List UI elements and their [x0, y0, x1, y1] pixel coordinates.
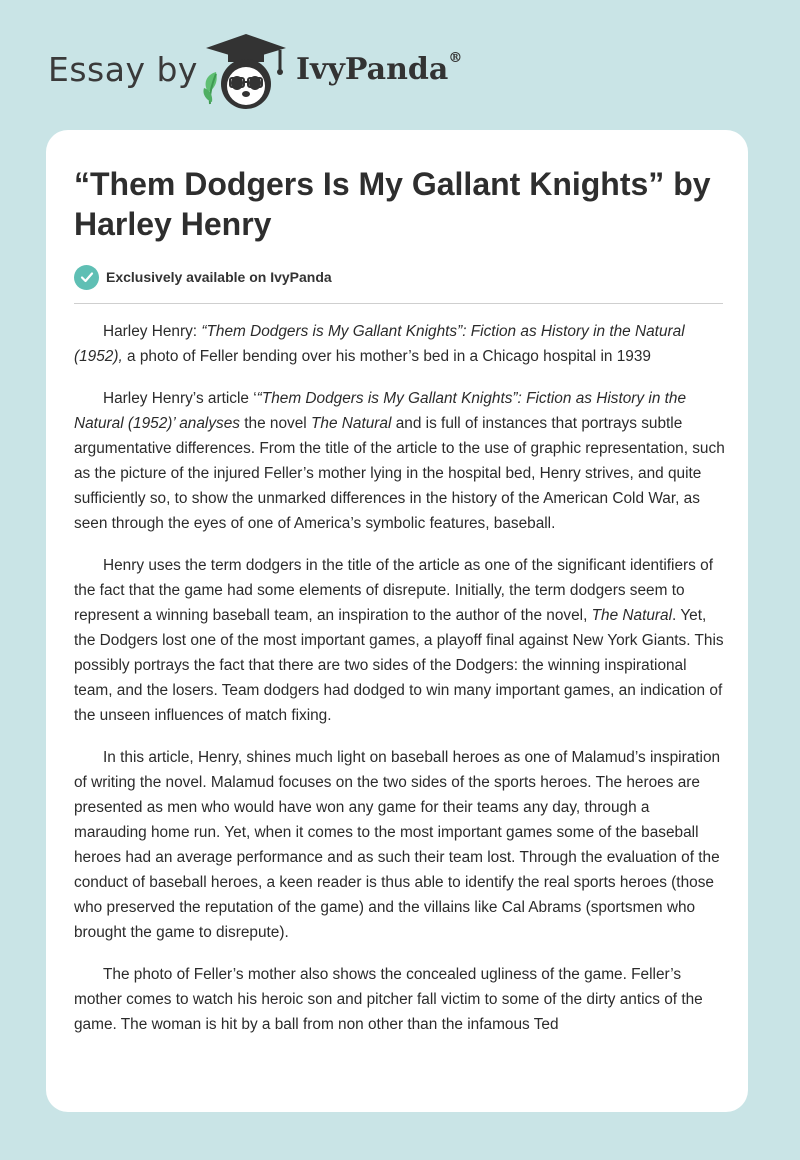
essay-card [46, 130, 748, 1112]
leaf-icon [203, 72, 216, 104]
essay-by-label: Essay by [48, 50, 198, 89]
paragraph-5: The photo of Feller’s mother also shows the concealed ugliness of the game. Feller’s mother comes to watch his heroic son and pitcher fall victim to some of the dirty antics of the game. The woman is hit by a ball from non other than the infamous Ted [74, 966, 703, 1033]
paragraph-1: Harley Henry: “Them Dodgers is My Gallant Knights”: Fiction as History in the Natural (1952), a photo of Feller bending over his mother’s bed in a Chicago hospital in 1939 [74, 323, 685, 365]
essay-body [74, 319, 726, 1054]
check-icon [74, 265, 99, 290]
exclusive-badge [74, 264, 332, 290]
paragraph-2: Harley Henry’s article ‘“Them Dodgers is My Gallant Knights”: Fiction as History in the Natural (1952)’ analyses the novel The Natural and is full of instances that portrays subtle argumentative differences. From the title of the article to the use of graphic representation, such as the picture of the injured Feller’s mother lying in the hospital bed, Henry strives, and quite sufficiently so, to show the unmarked differences in the history of the American Cold War, as seen through the eyes of one of America’s symbolic features, baseball. [74, 390, 725, 532]
divider [74, 303, 723, 304]
essay-title: “Them Dodgers Is My Gallant Knights” by Harley Henry [74, 166, 711, 242]
brand-name[interactable]: IvyPanda® [296, 50, 463, 87]
panda-logo-icon [200, 30, 292, 112]
registered-mark: ® [448, 50, 463, 66]
paragraph-3: Henry uses the term dodgers in the title of the article as one of the significant identifiers of the fact that the game had some elements of disrepute. Initially, the term dodgers seem to represent a winning baseball team, an inspiration to the author of the novel, The Natural. Yet, the Dodgers lost one of the most important games, a playoff final against New York Giants. This possibly portrays the fact that there are two sides of the Dodgers: the winning inspirational team, and the losers. Team dodgers had dodged to win many important games, an indication of the unseen influences of match fixing. [74, 557, 724, 724]
site-header [0, 0, 800, 120]
badge-label: Exclusively available on IvyPanda [106, 269, 332, 285]
paragraph-4: In this article, Henry, shines much light on baseball heroes as one of Malamud’s inspiration of writing the novel. Malamud focuses on the two sides of the sports heroes. The heroes are presented as men who would have won any game for their teams any day, through a marauding home run. Yet, when it comes to the most important games some of the baseball heroes had an average performance and as such their team lost. Through the evaluation of the conduct of baseball heroes, a keen reader is thus able to identify the real sports heroes (those who preserved the reputation of the game) and the villains like Cal Abrams (sportsmen who brought the game to disrepute). [74, 749, 721, 941]
